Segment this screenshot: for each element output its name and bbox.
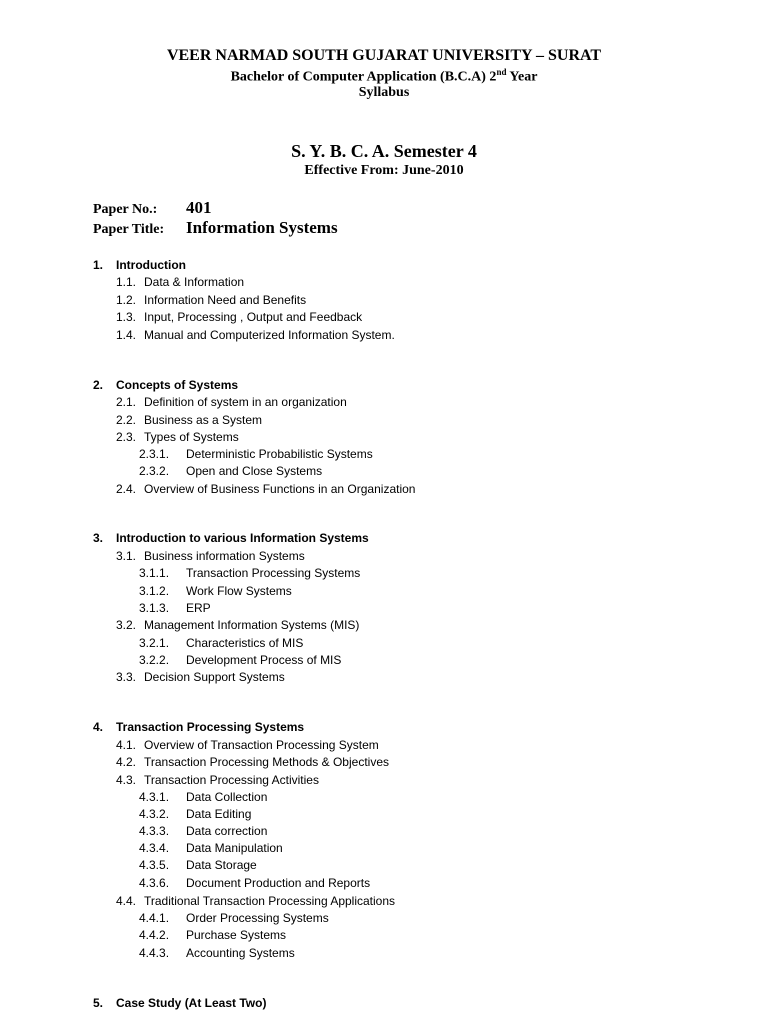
sub-subsection-item <box>139 806 251 822</box>
outline-text: Order Processing Systems <box>186 911 329 925</box>
subsection-item <box>116 481 415 497</box>
section-heading <box>93 377 238 393</box>
sub-subsection-item <box>139 875 370 891</box>
outline-number: 3.2. <box>116 618 137 632</box>
outline-number: 5. <box>93 996 104 1010</box>
outline-text: Types of Systems <box>144 430 239 444</box>
outline-number: 4.4.2. <box>139 928 170 942</box>
section-heading <box>93 530 369 546</box>
outline-text: Deterministic Probabilistic Systems <box>186 447 373 461</box>
outline-text: ERP <box>186 601 211 615</box>
outline-number: 4. <box>93 720 104 734</box>
outline-text: Development Process of MIS <box>186 653 342 667</box>
sub-subsection-item <box>139 463 322 479</box>
outline-number: 2.3. <box>116 430 137 444</box>
subsection-item <box>116 274 244 290</box>
university-name: VEER NARMAD SOUTH GUJARAT UNIVERSITY – SURAT <box>166 47 602 64</box>
outline-number: 1.3. <box>116 310 137 324</box>
sub-subsection-item <box>139 840 283 856</box>
sub-subsection-item <box>139 910 329 926</box>
subsection-item <box>116 617 359 633</box>
outline-number: 4.3.6. <box>139 876 170 890</box>
program-ordinal: nd <box>496 67 507 77</box>
outline-number: 4.3.2. <box>139 807 170 821</box>
outline-text: Introduction to various Information Systems <box>116 531 369 545</box>
outline-text: Definition of system in an organization <box>144 395 347 409</box>
section-heading <box>93 719 304 735</box>
outline-number: 1. <box>93 258 104 272</box>
subsection-item <box>116 669 285 685</box>
outline-text: Work Flow Systems <box>186 584 292 598</box>
outline-number: 3.2.2. <box>139 653 170 667</box>
program-text: Bachelor of Computer Application (B.C.A) 2 <box>230 69 497 85</box>
outline-number: 3.1.1. <box>139 566 170 580</box>
outline-text: Business as a System <box>144 413 263 427</box>
outline-text: Management Information Systems (MIS) <box>144 618 360 632</box>
outline-number: 4.3.3. <box>139 824 170 838</box>
outline-text: Transaction Processing Systems <box>116 720 305 734</box>
sub-subsection-item <box>139 927 286 943</box>
subsection-item <box>116 394 347 410</box>
outline-number: 4.3.1. <box>139 790 170 804</box>
outline-text: Transaction Processing Activities <box>144 773 319 787</box>
outline-text: Information Need and Benefits <box>144 293 307 307</box>
outline-text: Introduction <box>116 258 186 272</box>
section-heading <box>93 257 186 273</box>
outline-number: 4.3.5. <box>139 858 170 872</box>
outline-text: Accounting Systems <box>186 946 295 960</box>
subsection-item <box>116 548 305 564</box>
subsection-item <box>116 772 319 788</box>
outline-number: 3. <box>93 531 104 545</box>
outline-number: 4.1. <box>116 738 137 752</box>
outline-number: 1.1. <box>116 275 137 289</box>
outline-text: Overview of Business Functions in an Organization <box>144 482 416 496</box>
outline-text: Case Study (At Least Two) <box>116 996 267 1010</box>
outline-number: 1.4. <box>116 328 137 342</box>
outline-number: 3.1.3. <box>139 601 170 615</box>
outline-number: 4.3.4. <box>139 841 170 855</box>
program-year: Year <box>506 69 538 85</box>
outline-number: 2.4. <box>116 482 137 496</box>
outline-number: 3.1.2. <box>139 584 170 598</box>
outline-number: 3.2.1. <box>139 636 170 650</box>
outline-text: Transaction Processing Systems <box>186 566 361 580</box>
outline-number: 2.3.2. <box>139 464 170 478</box>
outline-text: Data correction <box>186 824 268 838</box>
outline-text: Transaction Processing Methods & Objectives <box>144 755 389 769</box>
subsection-item <box>116 429 239 445</box>
subsection-item <box>116 412 262 428</box>
sub-subsection-item <box>139 857 257 873</box>
sub-subsection-item <box>139 789 267 805</box>
paper-number-label: Paper No.: <box>93 202 158 217</box>
sub-subsection-item <box>139 446 373 462</box>
outline-number: 4.4.1. <box>139 911 170 925</box>
outline-number: 3.1. <box>116 549 137 563</box>
subsection-item <box>116 754 389 770</box>
outline-text: Input, Processing , Output and Feedback <box>144 310 363 324</box>
sub-subsection-item <box>139 652 341 668</box>
subsection-item <box>116 327 395 343</box>
outline-number: 4.3. <box>116 773 137 787</box>
sub-subsection-item <box>139 823 267 839</box>
sub-subsection-item <box>139 635 303 651</box>
outline-text: Purchase Systems <box>186 928 287 942</box>
subsection-item <box>116 292 306 308</box>
paper-title-value: Information Systems <box>186 218 338 237</box>
outline-number: 2. <box>93 378 104 392</box>
sub-subsection-item <box>139 945 295 961</box>
outline-text: Data Editing <box>186 807 252 821</box>
outline-text: Manual and Computerized Information System. <box>144 328 395 342</box>
subsection-item <box>116 309 362 325</box>
paper-number-value: 401 <box>186 198 212 217</box>
effective-date: Effective From: June-2010 <box>304 163 464 178</box>
outline-text: Data Storage <box>186 858 257 872</box>
outline-text: Characteristics of MIS <box>186 636 304 650</box>
outline-number: 3.3. <box>116 670 137 684</box>
outline-number: 1.2. <box>116 293 137 307</box>
outline-text: Decision Support Systems <box>144 670 285 684</box>
paper-title-label: Paper Title: <box>93 222 165 237</box>
outline-number: 2.2. <box>116 413 137 427</box>
semester-title: S. Y. B. C. A. Semester 4 <box>291 141 477 161</box>
sub-subsection-item <box>139 583 292 599</box>
doc-type: Syllabus <box>358 85 410 100</box>
outline-text: Data Collection <box>186 790 268 804</box>
outline-text: Traditional Transaction Processing Applications <box>144 894 396 908</box>
outline-text: Business information Systems <box>144 549 305 563</box>
sub-subsection-item <box>139 565 360 581</box>
subsection-item <box>116 893 395 909</box>
outline-number: 4.4. <box>116 894 137 908</box>
subsection-item <box>116 737 379 753</box>
outline-text: Concepts of Systems <box>116 378 239 392</box>
outline-number: 2.3.1. <box>139 447 170 461</box>
section-heading <box>93 995 266 1011</box>
outline-number: 2.1. <box>116 395 137 409</box>
outline-text: Data Manipulation <box>186 841 283 855</box>
outline-text: Overview of Transaction Processing System <box>144 738 379 752</box>
outline-text: Document Production and Reports <box>186 876 371 890</box>
outline-text: Data & Information <box>144 275 245 289</box>
outline-text: Open and Close Systems <box>186 464 323 478</box>
outline-number: 4.2. <box>116 755 137 769</box>
sub-subsection-item <box>139 600 211 616</box>
outline-number: 4.4.3. <box>139 946 170 960</box>
